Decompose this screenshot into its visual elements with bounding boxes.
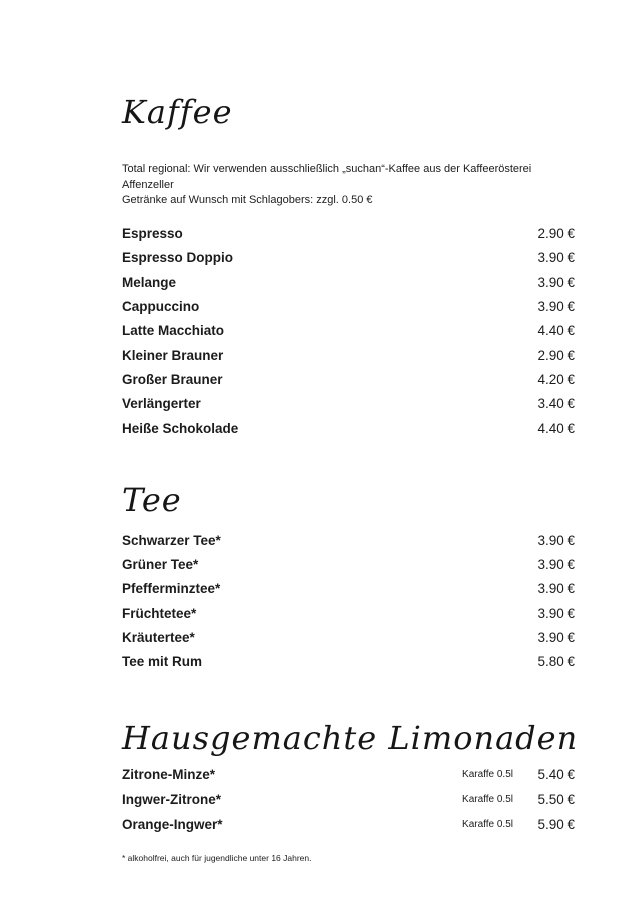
section-kaffee [122, 88, 575, 440]
menu-item-row [122, 392, 575, 416]
section-kaffee-note [122, 162, 575, 209]
menu-item-row [122, 601, 575, 625]
item-name: Orange-Ingwer* [122, 816, 223, 832]
menu-item-row [122, 762, 575, 787]
item-price: 5.80 € [537, 654, 575, 670]
item-name: Grüner Tee* [122, 557, 199, 573]
item-price: 4.20 € [537, 371, 575, 387]
kaffee-item-list [122, 222, 575, 441]
item-name: Cappuccino [122, 299, 200, 315]
note-line-1: Total regional: Wir verwenden ausschließlich „suchan“-Kaffee aus der Kaffeerösterei Affenzeller [122, 163, 532, 191]
menu-item-row [122, 294, 575, 318]
item-name: Verlängerter [122, 396, 201, 412]
section-tee [122, 476, 575, 674]
menu-item-row [122, 528, 575, 552]
item-price: 4.40 € [537, 420, 575, 436]
section-limonaden-title: Hausgemachte Limonaden [122, 718, 579, 757]
item-name: Heiße Schokolade [122, 420, 239, 436]
item-name: Schwarzer Tee* [122, 532, 221, 548]
menu-item-row [122, 222, 575, 246]
item-name: Espresso Doppio [122, 250, 234, 266]
item-price: 3.90 € [537, 299, 575, 315]
menu-item-row [122, 577, 575, 601]
item-size: Karaffe 0.5l [462, 768, 513, 780]
item-price: 3.90 € [537, 605, 575, 621]
item-price: 4.40 € [537, 323, 575, 339]
menu-item-row [122, 812, 575, 837]
item-price: 3.90 € [537, 630, 575, 645]
limonaden-item-list [122, 762, 575, 837]
menu-item-row [122, 552, 575, 576]
item-price: 3.90 € [537, 581, 575, 597]
item-price: 3.90 € [537, 532, 575, 548]
item-name: Melange [122, 274, 177, 290]
menu-item-row [122, 367, 575, 391]
tee-item-list [122, 528, 575, 674]
item-name: Ingwer-Zitrone* [122, 791, 222, 807]
item-price: 2.90 € [537, 347, 575, 363]
footnote: * alkoholfrei, auch für jugendliche unter 16 Jahren. [122, 852, 312, 863]
item-name: Latte Macchiato [122, 323, 225, 339]
menu-item-row [122, 246, 575, 270]
menu-item-row [122, 319, 575, 343]
item-price: 3.90 € [537, 250, 575, 266]
item-name: Zitrone-Minze* [122, 766, 215, 782]
item-name: Früchtetee* [122, 605, 197, 621]
item-price: 3.90 € [537, 274, 575, 290]
menu-item-row [122, 625, 575, 649]
item-name: Tee mit Rum [122, 654, 203, 670]
section-limonaden [122, 714, 579, 837]
item-name: Kleiner Brauner [122, 347, 224, 363]
item-name: Großer Brauner [122, 371, 223, 387]
item-price: 5.40 € [537, 766, 575, 782]
section-tee-title: Tee [122, 481, 182, 520]
menu-item-row [122, 343, 575, 367]
item-name: Kräutertee* [122, 630, 195, 645]
item-size: Karaffe 0.5l [462, 793, 513, 805]
note-line-2: Getränke auf Wunsch mit Schlagobers: zzgl. 0.50 € [122, 194, 373, 206]
item-price: 3.90 € [537, 557, 575, 573]
menu-item-row [122, 270, 575, 294]
item-price: 5.90 € [537, 816, 575, 832]
item-name: Espresso [122, 226, 183, 242]
section-kaffee-title: Kaffee [122, 93, 233, 131]
item-size: Karaffe 0.5l [462, 818, 513, 830]
item-name: Pfefferminztee* [122, 581, 221, 597]
item-price: 2.90 € [537, 226, 575, 242]
menu-item-row [122, 416, 575, 440]
item-price: 3.40 € [537, 396, 575, 412]
menu-item-row [122, 787, 575, 812]
menu-item-row [122, 650, 575, 674]
item-price: 5.50 € [537, 791, 575, 807]
